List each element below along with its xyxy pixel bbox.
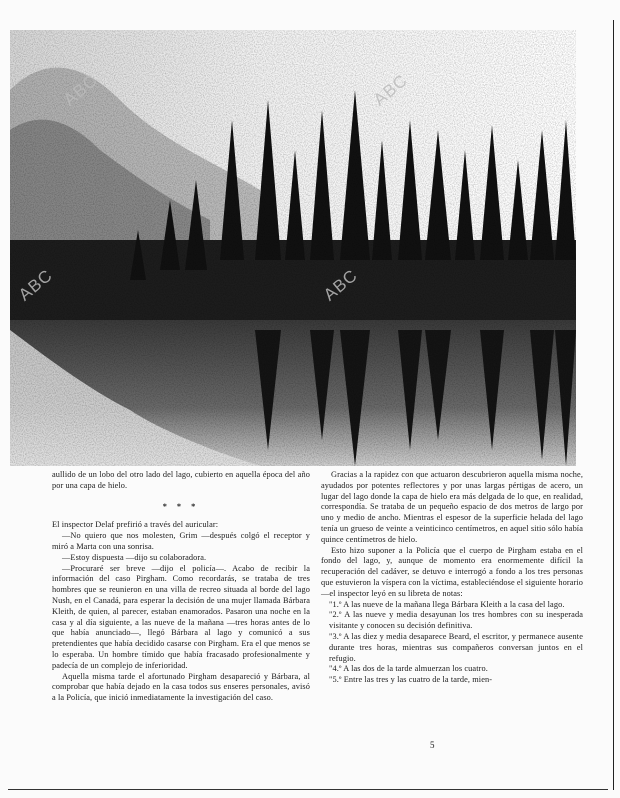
section-separator: * * * bbox=[162, 501, 200, 511]
page-border-bottom bbox=[8, 789, 608, 790]
article-paragraph: aullido de un lobo del otro lado del lago, cubierto en aquella época del año por una capa de hielo. bbox=[52, 470, 310, 490]
timeline-item: "4.º A las dos de la tarde almuerzan los cuatro. bbox=[329, 664, 488, 674]
timeline-item: "2.º A las nueve y media desayunan los tres hombres con su inesperada visitante y conocen su decisión definitiva. bbox=[329, 610, 583, 631]
abc-watermark: ABC bbox=[60, 70, 102, 110]
abc-watermark: ABC bbox=[370, 70, 412, 110]
article-paragraph: —Procuraré ser breve —dijo el policía—. Acabo de recibir la información del caso Pirgham. Como recordarás, se trataba de tres hombres que se reunieron en una villa de recreo situada al borde del lago Nush, en el Canadá, para esperar la decisión de una mujer llamada Bárbara Kleith, de quien, al parecer, estaban enamorados. Pasaron una noche en la casa y al día siguiente, a las nueve de la mañana —tres horas antes de lo que había anunciado—, llegó Bárbara al lago y comunicó a sus pretendientes que había decidido casarse con Pirgham. Era el que menos se lo esperaba. Un hombre tímido que había fracasado profesionalmente y padecía de un complejo de inferioridad. bbox=[52, 563, 310, 670]
article-paragraph: Esto hizo suponer a la Policía que el cuerpo de Pirgham estaba en el fondo del lago, y, aunque de momento era enormemente difícil la recuperación del cadáver, se detuvo e interrogó a fondo a los tres personas que estuvieron la víspera con la víctima, estableciéndose el siguiente horario —el inspector leyó en su libreta de notas: bbox=[321, 545, 583, 598]
article-column-left bbox=[52, 470, 310, 704]
timeline-item: "5.º Entre las tres y las cuatro de la tarde, mien- bbox=[329, 675, 493, 685]
article-paragraph: Gracias a la rapidez con que actuaron descubrieron aquella misma noche, ayudados por potentes reflectores y por unas largas pértigas de acero, un lugar del lago donde la capa de hielo era más delgada de lo que, en realidad, correspondía. Se trataba de un pequeño espacio de dos metros de largo por uno y medio de ancho. Mientras el espesor de la superficie helada del lago tenía un grueso de veinte a veinticinco centímetros, en aquel sitio sólo había quince centímetros de hielo. bbox=[321, 470, 583, 544]
timeline-item: "1.º A las nueve de la mañana llega Bárbara Kleith a la casa del lago. bbox=[329, 599, 565, 609]
timeline-item: "3.º A las diez y media desaparece Beard, el escritor, y permanece ausente durante tres horas, mientras sus compañeros conversan juntos en el refugio. bbox=[329, 631, 583, 663]
article-paragraph: —No quiero que nos molesten, Grim —después colgó el receptor y miró a Marta con una sonrisa. bbox=[52, 531, 310, 551]
lake-forest-photograph bbox=[10, 30, 576, 466]
article-column-right bbox=[321, 470, 583, 686]
abc-watermark: ABC bbox=[320, 265, 362, 305]
article-paragraph: —Estoy dispuesta —dijo su colaboradora. bbox=[62, 552, 207, 562]
abc-watermark: ABC bbox=[15, 265, 57, 305]
article-paragraph: El inspector Delaf prefirió a través del auricular: bbox=[52, 520, 219, 530]
article-paragraph: Aquella misma tarde el afortunado Pirgham desapareció y Bárbara, al comprobar que había dejado en la casa todos sus enseres personales, avisó a la Policía, que inició inmediatamente la investigación del caso. bbox=[52, 671, 310, 703]
page-marker: 5 bbox=[430, 740, 435, 750]
page-border-right bbox=[613, 20, 614, 790]
